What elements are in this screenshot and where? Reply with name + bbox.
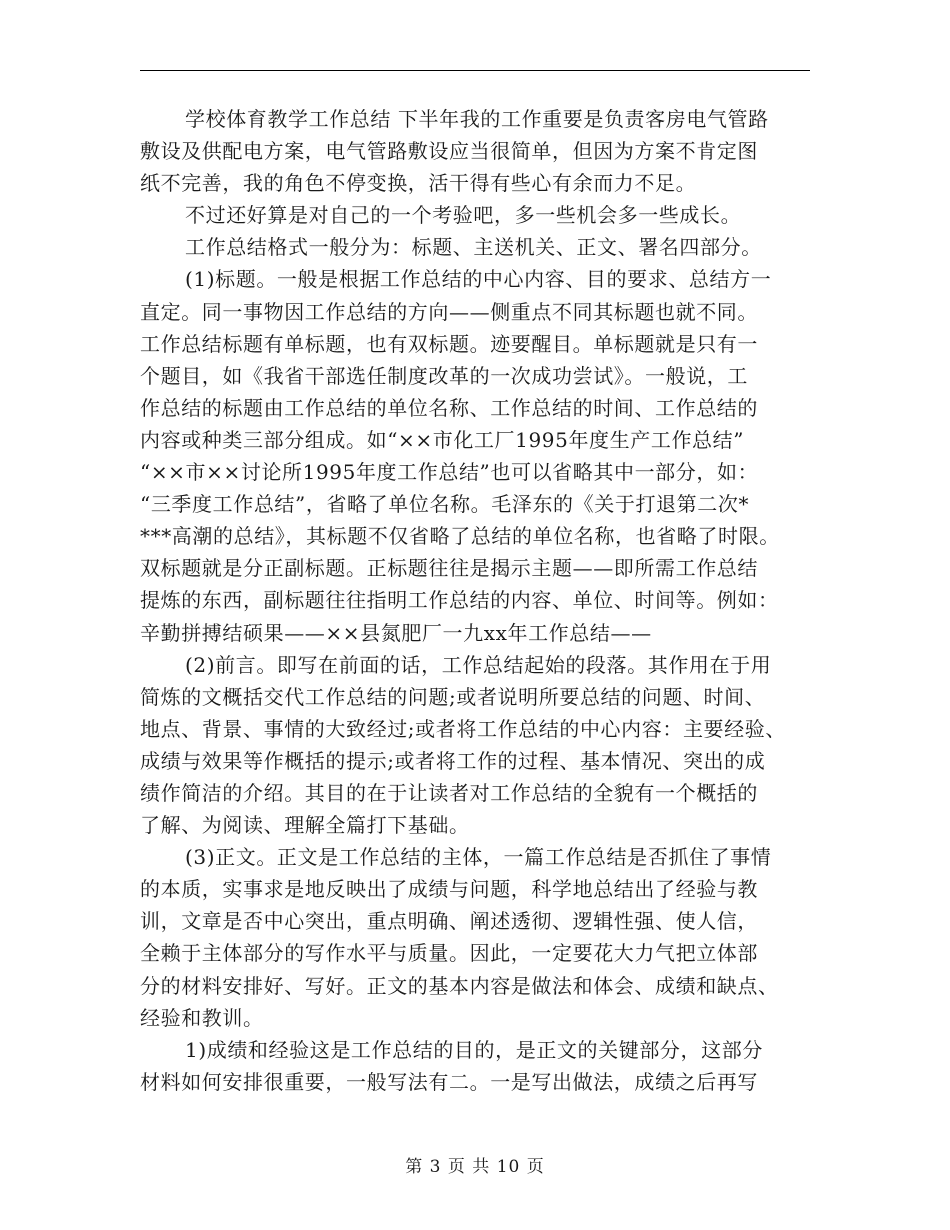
text-line: 提炼的东西，副标题往往指明工作总结的内容、单位、时间等。例如：	[140, 588, 779, 613]
text-line: 不过还好算是对自己的一个考验吧，多一些机会多一些成长。	[185, 203, 742, 228]
text-line: 的本质，实事求是地反映出了成绩与问题，科学地总结出了经验与教	[140, 877, 758, 902]
page-footer: 第 3 页 共 10 页	[405, 1157, 545, 1177]
text-line: “三季度工作总结”，省略了单位名称。毛泽东的《关于打退第二次*	[140, 492, 750, 517]
text-line: 成绩与效果等作概括的提示;或者将工作的过程、基本情况、突出的成	[140, 748, 766, 773]
text-line: 绩作简洁的介绍。其目的在于让读者对工作总结的全貌有一个概括的	[140, 780, 758, 805]
text-line: 工作总结格式一般分为：标题、主送机关、正文、署名四部分。	[185, 235, 762, 260]
text-line: “××市××讨论所1995年度工作总结”也可以省略其中一部分，如：	[140, 460, 759, 485]
text-line: 辛勤拼搏结硕果——××县氮肥厂一九xx年工作总结——	[140, 620, 652, 645]
text-line: 学校体育教学工作总结 下半年我的工作重要是负责客房电气管路	[185, 107, 769, 131]
text-line: 了解、为阅读、理解全篇打下基础。	[140, 813, 470, 838]
text-line: 简炼的文概括交代工作总结的问题;或者说明所要总结的问题、时间、	[140, 684, 766, 709]
header-rule	[140, 70, 810, 71]
text-line: 分的材料安排好、写好。正文的基本内容是做法和体会、成绩和缺点、	[140, 973, 779, 998]
text-line: 作总结的标题由工作总结的单位名称、工作总结的时间、工作总结的	[140, 395, 758, 420]
text-line: (3)正文。正文是工作总结的主体，一篇工作总结是否抓住了事情	[185, 845, 772, 870]
text-line: (1)标题。一般是根据工作总结的中心内容、目的要求、总结方一	[185, 267, 772, 292]
text-line: 个题目，如《我省干部选任制度改革的一次成功尝试》。一般说，工	[140, 363, 748, 388]
text-line: (2)前言。即写在前面的话，工作总结起始的段落。其作用在于用	[185, 652, 772, 677]
text-line: 地点、背景、事情的大致经过;或者将工作总结的中心内容：主要经验、	[140, 716, 786, 741]
text-line: 内容或种类三部分组成。如“××市化工厂1995年度生产工作总结”	[140, 427, 745, 452]
text-line: 直定。同一事物因工作总结的方向——侧重点不同其标题也就不同。	[140, 299, 758, 324]
text-line: 工作总结标题有单标题，也有双标题。迹要醒目。单标题就是只有一	[140, 331, 758, 356]
text-line: 经验和教训。	[140, 1005, 264, 1030]
text-line: 全赖于主体部分的写作水平与质量。因此，一定要花大力气把立体部	[140, 941, 758, 966]
text-line: 敷设及供配电方案，电气管路敷设应当很简单，但因为方案不肯定图	[140, 139, 758, 164]
text-line: ***高潮的总结》，其标题不仅省略了总结的单位名称，也省略了时限。	[140, 524, 780, 549]
document-body	[140, 103, 830, 1098]
text-line: 纸不完善，我的角色不停变换，活干得有些心有余而力不足。	[140, 171, 697, 196]
text-line: 材料如何安排很重要，一般写法有二。一是写出做法，成绩之后再写	[140, 1069, 758, 1094]
text-line: 双标题就是分正副标题。正标题往往是揭示主题——即所需工作总结	[140, 556, 758, 581]
text-line: 1)成绩和经验这是工作总结的目的，是正文的关键部分，这部分	[185, 1037, 763, 1062]
text-line: 训，文章是否中心突出，重点明确、阐述透彻、逻辑性强、使人信，	[140, 909, 758, 934]
